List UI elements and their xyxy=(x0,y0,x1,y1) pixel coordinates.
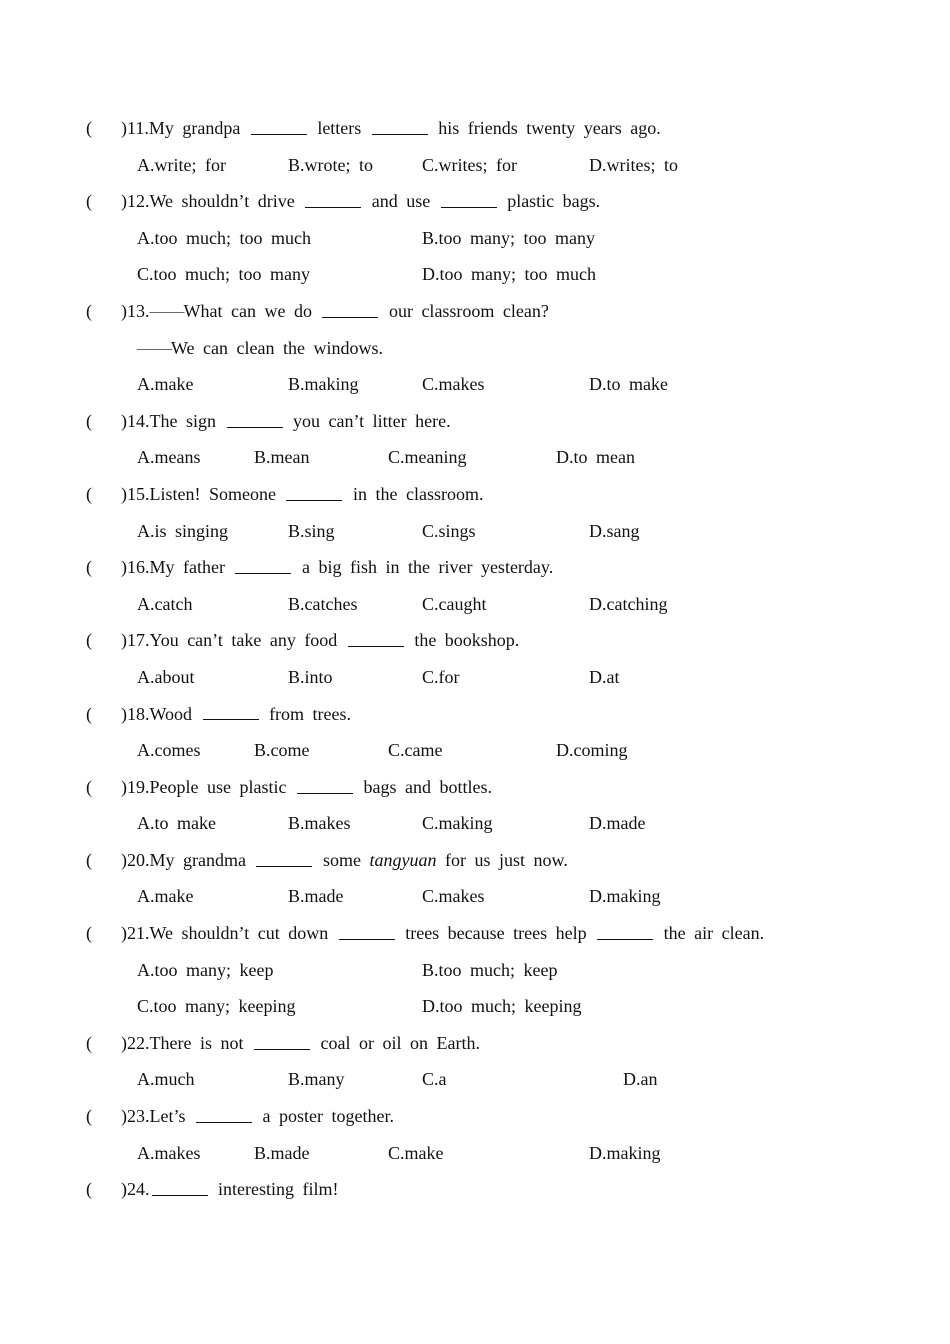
stem-text: What can we do xyxy=(183,300,321,321)
stem-text: our classroom clean? xyxy=(380,300,549,321)
question-21 xyxy=(0,915,950,952)
question-number: )11. xyxy=(121,118,149,138)
stem-text: coal or oil on Earth. xyxy=(311,1032,480,1053)
question-number: )17. xyxy=(121,630,150,651)
option-d: D.at xyxy=(589,666,620,687)
question-23 xyxy=(0,1098,950,1135)
option-row xyxy=(0,952,950,989)
option-row xyxy=(0,805,950,842)
option-b: B.made xyxy=(254,1142,310,1163)
answer-paren[interactable]: ( xyxy=(86,849,92,870)
stem-text: We shouldn’t cut down xyxy=(149,923,337,944)
stem-text: for us just now. xyxy=(436,849,568,870)
answer-blank[interactable] xyxy=(286,499,342,501)
question-number: )24. xyxy=(121,1179,150,1200)
option-c: C.too many; keeping xyxy=(137,996,296,1017)
stem-text: —— xyxy=(149,300,184,321)
option-a: A.means xyxy=(137,447,201,468)
option-a: A.much xyxy=(137,1069,195,1090)
option-row xyxy=(0,1061,950,1098)
question-stem xyxy=(121,110,661,147)
option-row xyxy=(0,366,950,403)
option-a: A.about xyxy=(137,666,195,687)
question-22 xyxy=(0,1025,950,1062)
option-row xyxy=(0,256,950,293)
stem-text: some xyxy=(314,849,370,870)
option-a: A.too many; keep xyxy=(137,959,274,980)
option-row xyxy=(0,1135,950,1172)
option-c: C.make xyxy=(388,1142,444,1163)
answer-blank[interactable] xyxy=(322,316,378,318)
question-stem xyxy=(121,622,519,659)
question-number: )14. xyxy=(121,410,150,431)
question-stem xyxy=(121,1025,480,1062)
option-b: B.making xyxy=(288,374,359,395)
question-stem xyxy=(121,842,568,879)
option-b: B.too many; too many xyxy=(422,227,595,248)
stem-text: a big fish in the river yesterday. xyxy=(293,557,554,578)
question-stem xyxy=(121,1171,338,1208)
stem-text: We shouldn’t drive xyxy=(149,191,304,212)
question-stem xyxy=(121,293,549,330)
option-c: C.a xyxy=(422,1069,447,1090)
question-stem xyxy=(121,1098,394,1135)
stem-text: Listen! Someone xyxy=(149,483,285,504)
question-stem xyxy=(121,769,492,806)
option-c: C.meaning xyxy=(388,447,467,468)
option-row xyxy=(0,439,950,476)
stem-text: Wood xyxy=(149,703,201,724)
option-c: C.writes; for xyxy=(422,154,517,175)
option-c: C.makes xyxy=(422,886,485,907)
option-a: A.makes xyxy=(137,1142,201,1163)
answer-paren[interactable]: ( xyxy=(86,118,92,138)
question-18 xyxy=(0,696,950,733)
stem-text: a poster together. xyxy=(254,1106,394,1127)
answer-blank[interactable] xyxy=(441,206,497,208)
stem-text: There is not xyxy=(149,1032,252,1053)
question-15 xyxy=(0,476,950,513)
question-number: )19. xyxy=(121,776,150,797)
stem-text: tangyuan xyxy=(369,849,437,870)
answer-blank[interactable] xyxy=(254,1048,310,1050)
question-stem xyxy=(121,476,483,513)
question-stem xyxy=(121,696,351,733)
answer-blank[interactable] xyxy=(597,938,653,940)
answer-blank[interactable] xyxy=(297,792,353,794)
answer-blank[interactable] xyxy=(152,1194,208,1196)
option-c: C.sings xyxy=(422,520,476,541)
stem-text: You can’t take any food xyxy=(149,630,346,651)
question-number: )12. xyxy=(121,191,150,212)
answer-blank[interactable] xyxy=(251,133,307,135)
answer-blank[interactable] xyxy=(339,938,395,940)
option-d: D.an xyxy=(623,1069,658,1090)
answer-paren[interactable]: ( xyxy=(86,776,92,797)
option-row xyxy=(0,659,950,696)
answer-blank[interactable] xyxy=(196,1121,252,1123)
option-row xyxy=(0,147,950,184)
stem-text: the bookshop. xyxy=(405,630,520,651)
question-11 xyxy=(0,110,950,147)
option-b: B.made xyxy=(288,886,344,907)
dialogue-reply xyxy=(0,330,950,367)
answer-paren[interactable]: ( xyxy=(86,1106,92,1127)
question-stem xyxy=(121,915,764,952)
reply-text xyxy=(137,330,383,367)
question-number: )18. xyxy=(121,703,150,724)
answer-paren[interactable]: ( xyxy=(86,300,92,321)
option-a: A.to make xyxy=(137,813,216,834)
stem-text: in the classroom. xyxy=(344,483,484,504)
option-d: D.too many; too much xyxy=(422,264,596,285)
answer-blank[interactable] xyxy=(348,645,404,647)
stem-text: from trees. xyxy=(260,703,352,724)
option-b: B.mean xyxy=(254,447,310,468)
option-a: A.catch xyxy=(137,593,193,614)
answer-paren[interactable]: ( xyxy=(86,1032,92,1053)
answer-blank[interactable] xyxy=(305,206,361,208)
stem-text: bags and bottles. xyxy=(354,776,492,797)
option-b: B.wrote; to xyxy=(288,154,373,175)
option-a: A.write; for xyxy=(137,154,226,175)
question-24 xyxy=(0,1171,950,1208)
option-d: D.making xyxy=(589,1142,661,1163)
stem-text: My grandpa xyxy=(148,118,249,138)
option-row xyxy=(0,220,950,257)
question-stem xyxy=(121,549,553,586)
stem-text: plastic bags. xyxy=(498,191,601,212)
question-12 xyxy=(0,183,950,220)
answer-paren[interactable]: ( xyxy=(86,191,92,212)
stem-text: My father xyxy=(149,557,234,578)
option-row xyxy=(0,513,950,550)
answer-paren[interactable]: ( xyxy=(86,557,92,578)
question-number: )20. xyxy=(121,849,150,870)
stem-text: interesting film! xyxy=(209,1179,339,1200)
option-c: C.too much; too many xyxy=(137,264,310,285)
option-c: C.for xyxy=(422,666,460,687)
question-20 xyxy=(0,842,950,879)
question-number: )21. xyxy=(121,923,150,944)
option-d: D.to mean xyxy=(556,447,635,468)
option-b: B.too much; keep xyxy=(422,959,558,980)
option-b: B.into xyxy=(288,666,333,687)
option-b: B.come xyxy=(254,740,310,761)
stem-text: People use plastic xyxy=(149,776,295,797)
option-c: C.making xyxy=(422,813,493,834)
option-a: A.is singing xyxy=(137,520,229,541)
option-row xyxy=(0,878,950,915)
option-b: B.makes xyxy=(288,813,351,834)
option-b: B.sing xyxy=(288,520,335,541)
question-13 xyxy=(0,293,950,330)
answer-blank[interactable] xyxy=(227,426,283,428)
stem-text: and use xyxy=(363,191,439,212)
question-stem xyxy=(121,183,600,220)
stem-text: the air clean. xyxy=(655,923,765,944)
option-d: D.catching xyxy=(589,593,668,614)
stem-text: trees because trees help xyxy=(396,923,596,944)
option-d: D.coming xyxy=(556,740,628,761)
stem-text: —— xyxy=(137,337,171,358)
answer-paren[interactable]: ( xyxy=(86,483,92,504)
stem-text: Let’s xyxy=(149,1106,194,1127)
option-row xyxy=(0,988,950,1025)
option-d: D.sang xyxy=(589,520,640,541)
option-d: D.too much; keeping xyxy=(422,996,582,1017)
answer-paren[interactable]: ( xyxy=(86,923,92,944)
question-19 xyxy=(0,769,950,806)
question-number: )13. xyxy=(121,300,150,321)
answer-paren[interactable]: ( xyxy=(86,630,92,651)
option-c: C.came xyxy=(388,740,443,761)
question-17 xyxy=(0,622,950,659)
option-row xyxy=(0,732,950,769)
question-list xyxy=(0,110,950,1208)
question-number: )22. xyxy=(121,1032,150,1053)
option-row xyxy=(0,586,950,623)
question-stem xyxy=(121,403,451,440)
question-number: )23. xyxy=(121,1106,150,1127)
option-b: B.catches xyxy=(288,593,358,614)
question-14 xyxy=(0,403,950,440)
answer-paren[interactable]: ( xyxy=(86,1179,92,1200)
answer-paren[interactable]: ( xyxy=(86,410,92,431)
option-a: A.make xyxy=(137,886,194,907)
stem-text: My grandma xyxy=(149,849,255,870)
option-b: B.many xyxy=(288,1069,345,1090)
answer-blank[interactable] xyxy=(372,133,428,135)
option-d: D.writes; to xyxy=(589,154,678,175)
stem-text: his friends twenty years ago. xyxy=(429,118,661,138)
option-c: C.makes xyxy=(422,374,485,395)
answer-blank[interactable] xyxy=(256,865,312,867)
question-16 xyxy=(0,549,950,586)
question-number: )15. xyxy=(121,483,150,504)
option-a: A.comes xyxy=(137,740,201,761)
answer-blank[interactable] xyxy=(235,572,291,574)
option-d: D.to make xyxy=(589,374,668,395)
answer-paren[interactable]: ( xyxy=(86,703,92,724)
option-d: D.made xyxy=(589,813,646,834)
answer-blank[interactable] xyxy=(203,718,259,720)
option-c: C.caught xyxy=(422,593,487,614)
stem-text: The sign xyxy=(149,410,225,431)
option-a: A.too much; too much xyxy=(137,227,311,248)
question-number: )16. xyxy=(121,557,150,578)
stem-text: We can clean the windows. xyxy=(171,337,383,358)
option-d: D.making xyxy=(589,886,661,907)
stem-text: you can’t litter here. xyxy=(284,410,451,431)
stem-text: letters xyxy=(308,118,370,138)
option-a: A.make xyxy=(137,374,194,395)
